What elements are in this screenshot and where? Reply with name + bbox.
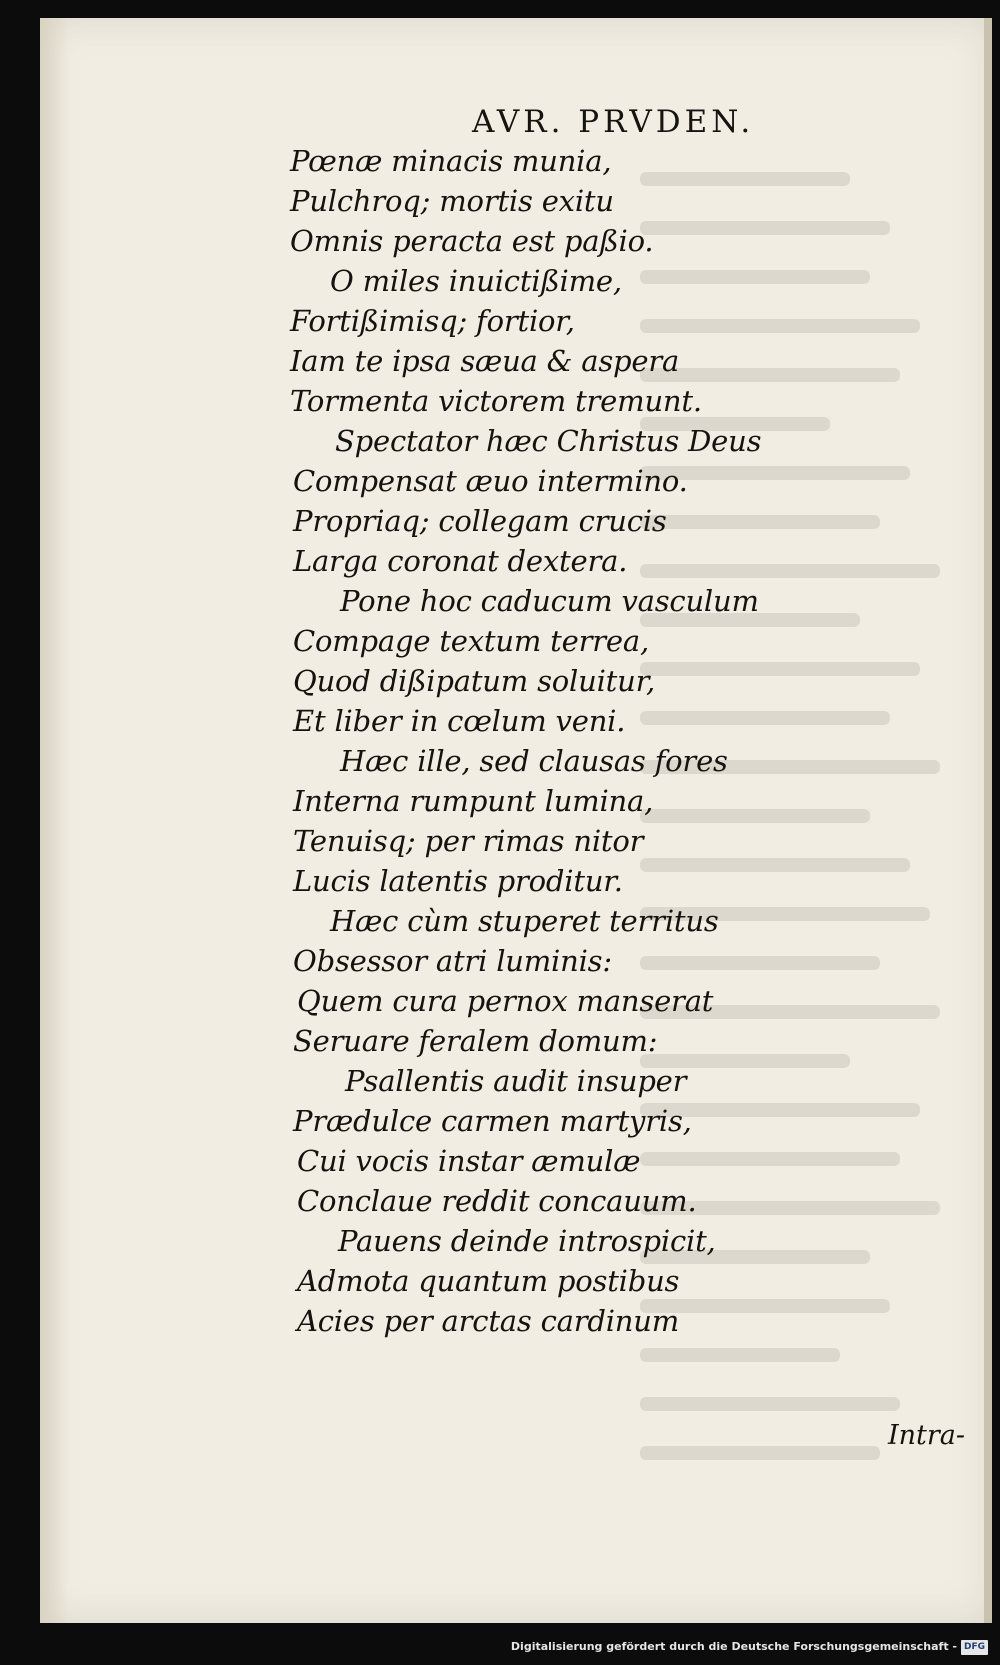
- verse-line: Propriaq; collegam crucis: [293, 504, 667, 538]
- verse-line: Fortißimisq; fortior,: [290, 304, 575, 338]
- verse-line: Spectator hæc Christus Deus: [335, 424, 762, 458]
- verse-line: Pone hoc caducum vasculum: [340, 584, 759, 618]
- verse-line: Tormenta victorem tremunt.: [290, 384, 702, 418]
- verse-line: Pulchroq; mortis exitu: [290, 184, 614, 218]
- verse-line: Omnis peracta est paßio.: [290, 224, 654, 258]
- verse-line: Quem cura pernox manserat: [297, 984, 714, 1018]
- verse-line: Tenuisq; per rimas nitor: [293, 824, 644, 858]
- verse-line: Pœnæ minacis munia,: [290, 144, 612, 178]
- verse-line: Hæc ille, sed clausas fores: [340, 744, 728, 778]
- verse-line: O miles inuictißime,: [330, 264, 622, 298]
- verse-line: Iam te ipsa sæua & aspera: [290, 344, 680, 378]
- verse-line: Acies per arctas cardinum: [297, 1304, 680, 1338]
- verse-line: Compensat æuo intermino.: [293, 464, 688, 498]
- catchword: Intra-: [888, 1420, 966, 1451]
- verse-line: Obsessor atri luminis:: [293, 944, 612, 978]
- verse-line: Conclaue reddit concauum.: [297, 1184, 697, 1218]
- verse-line: Et liber in cœlum veni.: [293, 704, 626, 738]
- dfg-logo: DFG: [961, 1640, 988, 1655]
- verse-line: Seruare feralem domum:: [293, 1024, 658, 1058]
- funding-credit: [511, 1633, 988, 1661]
- verse-line: Quod dißipatum soluitur,: [293, 664, 656, 698]
- verse-line: Lucis latentis proditur.: [293, 864, 623, 898]
- funding-credit-text: Digitalisierung gefördert durch die Deutsche Forschungsgemeinschaft -: [510, 1640, 957, 1653]
- running-head: AVR. PRVDEN.: [472, 104, 755, 140]
- verse-line: Pauens deinde introspicit,: [338, 1224, 716, 1258]
- verse-line: Hæc cùm stuperet territus: [330, 904, 719, 938]
- verse-line: Admota quantum postibus: [297, 1264, 680, 1298]
- verse-line: Prædulce carmen martyris,: [293, 1104, 692, 1138]
- verse-line: Psallentis audit insuper: [345, 1064, 687, 1098]
- verse-line: Compage textum terrea,: [293, 624, 649, 658]
- verse-line: Cui vocis instar æmulæ: [297, 1144, 641, 1178]
- verse-line: Interna rumpunt lumina,: [293, 784, 654, 818]
- verse-line: Larga coronat dextera.: [293, 544, 628, 578]
